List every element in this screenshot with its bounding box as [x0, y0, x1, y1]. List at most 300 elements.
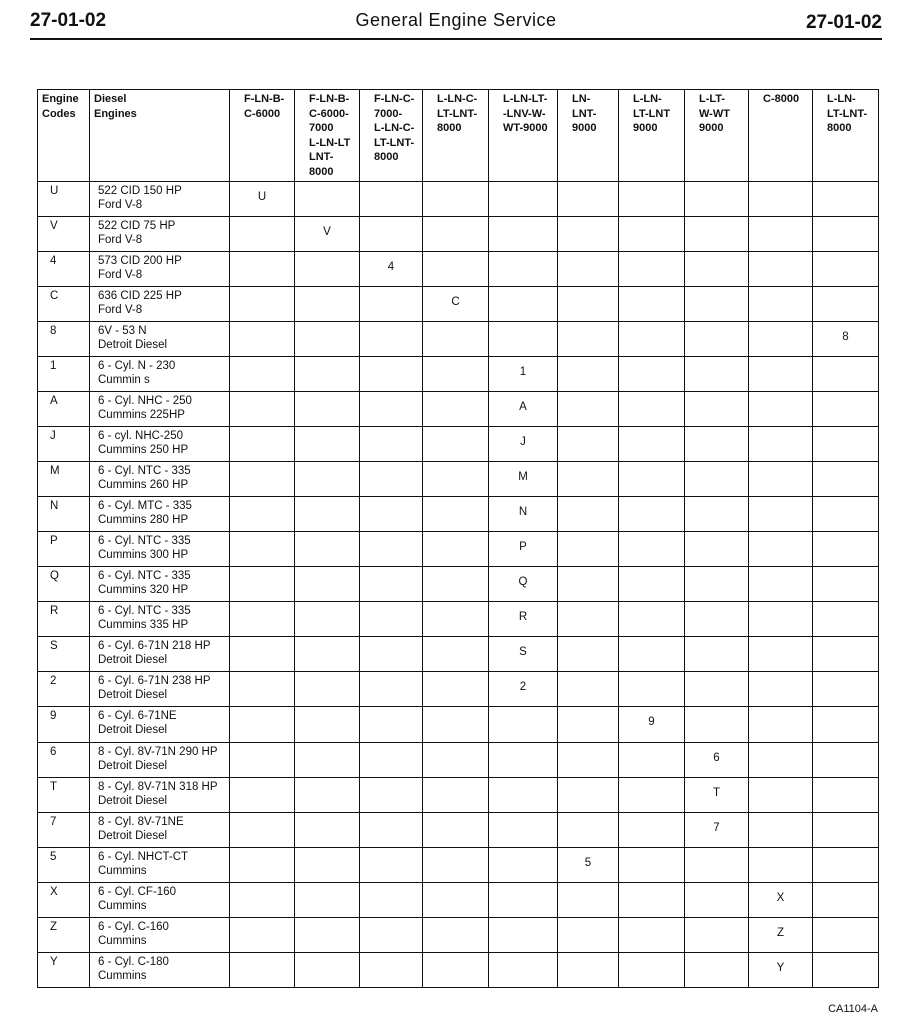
- truck-series-cell: [489, 252, 558, 287]
- table-row: [38, 882, 879, 917]
- engine-description-line: Cummins 260 HP: [98, 479, 189, 492]
- truck-series-cell: [230, 847, 295, 882]
- truck-series-cell: [360, 322, 423, 357]
- engine-description-line: Cummin s: [98, 374, 150, 387]
- engine-code-mark: Q: [489, 567, 558, 602]
- truck-series-cell: [230, 217, 295, 252]
- truck-series-cell: [813, 287, 879, 322]
- engine-codes-table: [37, 89, 879, 988]
- page-number-right: 27-01-02: [805, 12, 882, 33]
- truck-series-cell: [489, 742, 558, 777]
- truck-series-cell: [423, 812, 489, 847]
- truck-series-cell: [558, 182, 619, 217]
- column-header-line: F-LN-C-: [374, 93, 415, 105]
- truck-series-cell: [749, 252, 813, 287]
- truck-series-cell: [619, 392, 685, 427]
- truck-series-cell: [749, 777, 813, 812]
- engine-description-line: 6 - Cyl. CF-160: [98, 885, 176, 898]
- column-header-line: WT-9000: [503, 122, 548, 134]
- truck-series-cell: [558, 672, 619, 707]
- truck-series-cell: [360, 742, 423, 777]
- truck-series-cell: [423, 497, 489, 532]
- table-header-row: [38, 90, 879, 182]
- truck-series-cell: [685, 217, 749, 252]
- engine-description-line: 8 - Cyl. 8V-71NE: [98, 815, 184, 828]
- engine-code-cell: 2: [38, 672, 90, 707]
- engine-code-cell: 9: [38, 707, 90, 742]
- truck-series-cell: [230, 637, 295, 672]
- table-row: [38, 602, 879, 637]
- truck-series-cell: [230, 462, 295, 497]
- truck-series-cell: [230, 357, 295, 392]
- engine-description-line: 6 - Cyl. 6-71N 238 HP: [98, 675, 211, 688]
- truck-series-cell: [230, 812, 295, 847]
- truck-series-cell: [295, 707, 360, 742]
- truck-series-cell: [813, 882, 879, 917]
- truck-series-cell: [558, 637, 619, 672]
- engine-description-cell: [90, 532, 230, 567]
- table-row: [38, 287, 879, 322]
- truck-series-cell: [230, 497, 295, 532]
- engine-code-mark: N: [489, 497, 558, 532]
- truck-series-cell: [749, 462, 813, 497]
- truck-series-cell: [619, 322, 685, 357]
- engine-description-line: Ford V-8: [98, 304, 143, 317]
- engine-code-cell: U: [38, 182, 90, 217]
- truck-series-cell: [423, 532, 489, 567]
- engine-description-line: Ford V-8: [98, 269, 143, 282]
- engine-description-line: 522 CID 150 HP: [98, 185, 182, 197]
- table-row: [38, 357, 879, 392]
- truck-series-cell: [749, 392, 813, 427]
- table-row: [38, 252, 879, 287]
- truck-series-cell: [558, 812, 619, 847]
- truck-series-cell: [230, 427, 295, 462]
- truck-series-cell: [749, 427, 813, 462]
- column-header-8: [619, 90, 685, 182]
- engine-code-cell: Q: [38, 567, 90, 602]
- engine-code-cell: 6: [38, 742, 90, 777]
- truck-series-cell: [685, 672, 749, 707]
- truck-series-cell: [489, 217, 558, 252]
- column-header-line: -LNV-W-: [503, 107, 546, 120]
- truck-series-cell: [423, 847, 489, 882]
- engine-code-mark: J: [489, 427, 558, 462]
- truck-series-cell: [813, 427, 879, 462]
- table-row: [38, 812, 879, 847]
- truck-series-cell: [423, 462, 489, 497]
- truck-series-cell: [230, 707, 295, 742]
- engine-description-line: 6 - Cyl. N - 230: [98, 360, 176, 373]
- column-header-line: LT-LNT-: [374, 136, 415, 149]
- truck-series-cell: [558, 882, 619, 917]
- truck-series-cell: [813, 742, 879, 777]
- table-row: [38, 532, 879, 567]
- truck-series-cell: [558, 217, 619, 252]
- truck-series-cell: [295, 182, 360, 217]
- engine-description-line: Cummins 250 HP: [98, 444, 189, 457]
- engine-description-line: Cummins: [98, 934, 147, 947]
- table-row: [38, 742, 879, 777]
- truck-series-cell: [813, 952, 879, 987]
- truck-series-cell: [360, 847, 423, 882]
- engine-description-cell: [90, 392, 230, 427]
- truck-series-cell: [813, 532, 879, 567]
- truck-series-cell: [489, 707, 558, 742]
- truck-series-cell: [749, 707, 813, 742]
- truck-series-cell: [619, 742, 685, 777]
- table-row: [38, 777, 879, 812]
- engine-code-mark: M: [489, 462, 558, 497]
- engine-code-mark: P: [489, 532, 558, 567]
- engine-description-line: 573 CID 200 HP: [98, 255, 182, 268]
- engine-description-line: Detroit Diesel: [98, 759, 168, 772]
- truck-series-cell: [749, 567, 813, 602]
- truck-series-cell: [749, 812, 813, 847]
- column-header-line: Codes: [42, 107, 76, 120]
- engine-description-line: Cummins 225HP: [98, 409, 185, 422]
- engine-description-line: 6 - Cyl. MTC - 335: [98, 500, 192, 513]
- engine-code-cell: 7: [38, 812, 90, 847]
- table-row: [38, 952, 879, 987]
- truck-series-cell: [423, 427, 489, 462]
- truck-series-cell: [489, 287, 558, 322]
- engine-description-line: Detroit Diesel: [98, 689, 168, 702]
- truck-series-cell: [813, 182, 879, 217]
- truck-series-cell: [230, 742, 295, 777]
- truck-series-cell: [423, 917, 489, 952]
- truck-series-cell: [813, 847, 879, 882]
- truck-series-cell: [813, 602, 879, 637]
- truck-series-cell: [295, 882, 360, 917]
- column-header-line: 9000: [572, 122, 597, 134]
- truck-series-cell: [295, 427, 360, 462]
- engine-description-line: 8 - Cyl. 8V-71N 318 HP: [98, 780, 218, 793]
- truck-series-cell: [360, 707, 423, 742]
- engine-description-line: Detroit Diesel: [98, 654, 168, 667]
- engine-code-cell: N: [38, 497, 90, 532]
- engine-code-cell: 8: [38, 322, 90, 357]
- engine-description-cell: [90, 672, 230, 707]
- engine-code-mark: 7: [685, 812, 749, 847]
- truck-series-cell: [685, 532, 749, 567]
- engine-code-cell: T: [38, 777, 90, 812]
- engine-description-cell: [90, 777, 230, 812]
- truck-series-cell: [558, 777, 619, 812]
- engine-description-cell: [90, 567, 230, 602]
- truck-series-cell: [685, 952, 749, 987]
- truck-series-cell: [360, 882, 423, 917]
- engine-description-line: Detroit Diesel: [98, 794, 168, 807]
- engine-description-cell: [90, 497, 230, 532]
- table-row: [38, 392, 879, 427]
- engine-description-line: Cummins: [98, 899, 147, 912]
- engine-description-cell: [90, 252, 230, 287]
- truck-series-cell: [558, 462, 619, 497]
- engine-code-mark: V: [295, 217, 360, 252]
- engine-description-line: Detroit Diesel: [98, 724, 168, 737]
- truck-series-cell: [295, 917, 360, 952]
- engine-code-mark: 9: [619, 707, 685, 742]
- engine-code-cell: 4: [38, 252, 90, 287]
- truck-series-cell: [295, 672, 360, 707]
- truck-series-cell: [423, 357, 489, 392]
- truck-series-cell: [360, 462, 423, 497]
- truck-series-cell: [558, 707, 619, 742]
- truck-series-cell: [295, 287, 360, 322]
- truck-series-cell: [619, 882, 685, 917]
- table-row: [38, 672, 879, 707]
- truck-series-cell: [813, 567, 879, 602]
- truck-series-cell: [423, 707, 489, 742]
- engine-code-cell: Y: [38, 952, 90, 987]
- engine-code-mark: T: [685, 777, 749, 812]
- truck-series-cell: [619, 532, 685, 567]
- truck-series-cell: [619, 637, 685, 672]
- truck-series-cell: [295, 567, 360, 602]
- engine-code-mark: 8: [813, 322, 879, 357]
- truck-series-cell: [749, 287, 813, 322]
- table-row: [38, 707, 879, 742]
- truck-series-cell: [230, 672, 295, 707]
- truck-series-cell: [813, 672, 879, 707]
- truck-series-cell: [619, 917, 685, 952]
- column-header-line: L-LT-: [699, 93, 726, 105]
- table-row: [38, 217, 879, 252]
- truck-series-cell: [813, 777, 879, 812]
- truck-series-cell: [295, 812, 360, 847]
- truck-series-cell: [685, 847, 749, 882]
- truck-series-cell: [230, 322, 295, 357]
- page-header: [30, 8, 882, 38]
- truck-series-cell: [619, 602, 685, 637]
- truck-series-cell: [295, 497, 360, 532]
- truck-series-cell: [295, 462, 360, 497]
- column-header-line: 8000: [374, 151, 399, 163]
- truck-series-cell: [749, 602, 813, 637]
- truck-series-cell: [619, 217, 685, 252]
- truck-series-cell: [749, 357, 813, 392]
- engine-code-mark: 5: [558, 847, 619, 882]
- truck-series-cell: [230, 567, 295, 602]
- truck-series-cell: [619, 497, 685, 532]
- engine-description-line: 6V - 53 N: [98, 325, 147, 338]
- truck-series-cell: [489, 917, 558, 952]
- truck-series-cell: [813, 637, 879, 672]
- truck-series-cell: [619, 672, 685, 707]
- truck-series-cell: [558, 427, 619, 462]
- truck-series-cell: [749, 497, 813, 532]
- table-row: [38, 637, 879, 672]
- truck-series-cell: [685, 322, 749, 357]
- truck-series-cell: [685, 287, 749, 322]
- truck-series-cell: [619, 952, 685, 987]
- truck-series-cell: [685, 182, 749, 217]
- column-header-line: C-6000-: [309, 107, 349, 120]
- column-header-line: 7000: [309, 122, 334, 134]
- truck-series-cell: [360, 917, 423, 952]
- truck-series-cell: [295, 532, 360, 567]
- truck-series-cell: [558, 497, 619, 532]
- truck-series-cell: [423, 567, 489, 602]
- truck-series-cell: [230, 532, 295, 567]
- figure-id: CA1104-A: [828, 1003, 878, 1015]
- engine-description-cell: [90, 742, 230, 777]
- engine-code-mark: S: [489, 637, 558, 672]
- engine-description-line: 6 - Cyl. NTC - 335: [98, 605, 191, 618]
- engine-code-cell: S: [38, 637, 90, 672]
- column-header-line: 9000: [699, 122, 724, 134]
- engine-description-cell: [90, 882, 230, 917]
- truck-series-cell: [423, 322, 489, 357]
- truck-series-cell: [813, 357, 879, 392]
- truck-series-cell: [558, 357, 619, 392]
- truck-series-cell: [685, 357, 749, 392]
- engine-code-mark: 4: [360, 252, 423, 287]
- truck-series-cell: [230, 952, 295, 987]
- truck-series-cell: [685, 497, 749, 532]
- engine-description-line: 6 - Cyl. NTC - 335: [98, 570, 191, 583]
- engine-description-line: 6 - Cyl. 6-71NE: [98, 710, 177, 723]
- truck-series-cell: [423, 602, 489, 637]
- truck-series-cell: [685, 917, 749, 952]
- truck-series-cell: [489, 812, 558, 847]
- engine-code-mark: Z: [749, 917, 813, 952]
- truck-series-cell: [360, 672, 423, 707]
- truck-series-cell: [619, 777, 685, 812]
- truck-series-cell: [360, 602, 423, 637]
- engine-description-line: 6 - Cyl. C-180: [98, 955, 169, 968]
- truck-series-cell: [558, 742, 619, 777]
- truck-series-cell: [685, 427, 749, 462]
- column-header-11: [813, 90, 879, 182]
- truck-series-cell: [295, 252, 360, 287]
- truck-series-cell: [360, 217, 423, 252]
- truck-series-cell: [230, 917, 295, 952]
- header-rule: [30, 38, 882, 40]
- engine-description-cell: [90, 357, 230, 392]
- column-header-3: [295, 90, 360, 182]
- column-header-1: [90, 90, 230, 182]
- engine-description-line: 6 - Cyl. NTC - 335: [98, 535, 191, 548]
- column-header-line: 9000: [633, 122, 658, 134]
- engine-code-mark: X: [749, 882, 813, 917]
- truck-series-cell: [558, 322, 619, 357]
- truck-series-cell: [295, 777, 360, 812]
- truck-series-cell: [423, 252, 489, 287]
- truck-series-cell: [749, 217, 813, 252]
- truck-series-cell: [360, 952, 423, 987]
- truck-series-cell: [619, 427, 685, 462]
- truck-series-cell: [619, 287, 685, 322]
- column-header-line: 8000: [437, 122, 462, 134]
- truck-series-cell: [230, 602, 295, 637]
- truck-series-cell: [423, 777, 489, 812]
- page-number-left: 27-01-02: [30, 10, 107, 31]
- truck-series-cell: [295, 602, 360, 637]
- engine-description-line: 8 - Cyl. 8V-71N 290 HP: [98, 745, 218, 758]
- truck-series-cell: [423, 637, 489, 672]
- truck-series-cell: [749, 322, 813, 357]
- truck-series-cell: [619, 182, 685, 217]
- column-header-10: [749, 90, 813, 182]
- column-header-line: 8000: [827, 122, 852, 134]
- engine-description-line: Ford V-8: [98, 234, 143, 247]
- truck-series-cell: [749, 672, 813, 707]
- truck-series-cell: [619, 252, 685, 287]
- engine-code-cell: R: [38, 602, 90, 637]
- table-row: [38, 462, 879, 497]
- truck-series-cell: [558, 952, 619, 987]
- engine-description-cell: [90, 462, 230, 497]
- truck-series-cell: [489, 847, 558, 882]
- engine-description-line: 6 - Cyl. 6-71N 218 HP: [98, 640, 211, 653]
- truck-series-cell: [360, 427, 423, 462]
- truck-series-cell: [685, 252, 749, 287]
- column-header-line: LN-LNT-: [572, 93, 597, 120]
- column-header-line: L-LN-LT: [309, 136, 351, 149]
- truck-series-cell: [685, 567, 749, 602]
- column-header-line: LNT-8000: [309, 151, 334, 178]
- engine-description-line: 6 - cyl. NHC-250: [98, 430, 183, 443]
- engine-description-line: Cummins 320 HP: [98, 584, 189, 597]
- column-header-line: L-LN-: [827, 93, 856, 105]
- engine-description-line: Cummins: [98, 969, 147, 982]
- truck-series-cell: [423, 392, 489, 427]
- truck-series-cell: [360, 287, 423, 322]
- engine-description-line: Detroit Diesel: [98, 339, 168, 352]
- engine-code-cell: 1: [38, 357, 90, 392]
- truck-series-cell: [230, 777, 295, 812]
- truck-series-cell: [423, 672, 489, 707]
- truck-series-cell: [360, 532, 423, 567]
- engine-description-cell: [90, 707, 230, 742]
- engine-code-cell: C: [38, 287, 90, 322]
- truck-series-cell: [558, 567, 619, 602]
- truck-series-cell: [423, 882, 489, 917]
- truck-series-cell: [685, 707, 749, 742]
- engine-code-cell: M: [38, 462, 90, 497]
- truck-series-cell: [619, 567, 685, 602]
- truck-series-cell: [558, 392, 619, 427]
- truck-series-cell: [619, 357, 685, 392]
- table-row: [38, 322, 879, 357]
- table-row: [38, 567, 879, 602]
- truck-series-cell: [685, 637, 749, 672]
- engine-description-cell: [90, 637, 230, 672]
- column-header-line: LT-LNT-: [437, 107, 478, 120]
- column-header-line: W-WT: [699, 107, 730, 120]
- engine-description-line: 6 - Cyl. NTC - 335: [98, 465, 191, 478]
- truck-series-cell: [295, 952, 360, 987]
- engine-description-cell: [90, 217, 230, 252]
- engine-description-cell: [90, 847, 230, 882]
- truck-series-cell: [813, 917, 879, 952]
- engine-code-cell: X: [38, 882, 90, 917]
- truck-series-cell: [360, 497, 423, 532]
- truck-series-cell: [423, 217, 489, 252]
- truck-series-cell: [619, 847, 685, 882]
- truck-series-cell: [489, 952, 558, 987]
- engine-description-line: Ford V-8: [98, 199, 143, 211]
- engine-description-line: 6 - Cyl. NHCT-CT: [98, 850, 189, 863]
- truck-series-cell: [685, 602, 749, 637]
- truck-series-cell: [813, 462, 879, 497]
- engine-description-line: 636 CID 225 HP: [98, 290, 182, 303]
- truck-series-cell: [489, 182, 558, 217]
- truck-series-cell: [360, 567, 423, 602]
- truck-series-cell: [360, 777, 423, 812]
